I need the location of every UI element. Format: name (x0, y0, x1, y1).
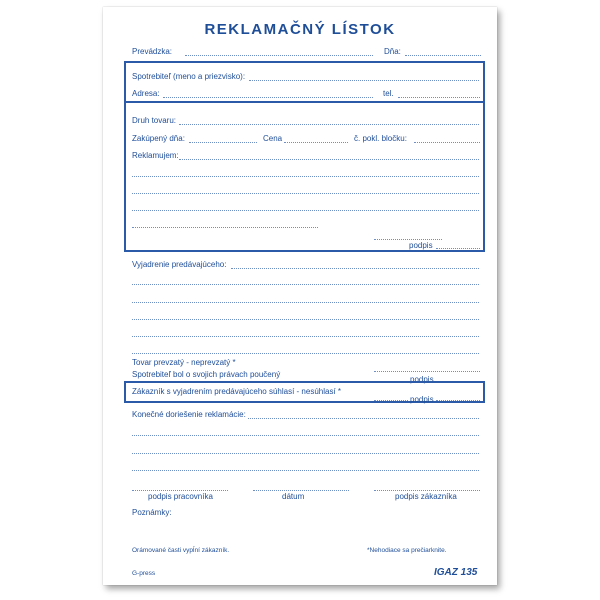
statement-line[interactable] (132, 353, 479, 354)
notes-label: Poznámky: (132, 508, 172, 517)
statement-line[interactable] (132, 336, 479, 337)
customer-signature-label: podpis zákazníka (395, 492, 457, 501)
tel-label: tel. (383, 89, 394, 98)
form-code: IGAZ 135 (434, 567, 478, 578)
day-line[interactable] (405, 55, 481, 56)
goods-type-line[interactable] (179, 124, 479, 125)
resolution-line[interactable] (132, 453, 479, 454)
address-line[interactable] (163, 97, 373, 98)
resolution-line[interactable] (132, 470, 479, 471)
signature-line[interactable] (374, 239, 442, 240)
signature-line[interactable] (374, 371, 480, 372)
signature-label: podpis (410, 395, 434, 404)
signature-label: podpis (409, 241, 433, 250)
day-label: Dňa: (384, 47, 401, 56)
complaint-line[interactable] (132, 210, 479, 211)
asterisk-note: *Nehodiace sa prečiarknite. (367, 547, 447, 554)
complaint-line[interactable] (179, 159, 479, 160)
seller-label: Prevádzka: (132, 47, 173, 56)
signature-label: podpis (410, 375, 434, 384)
seller-statement-label: Vyjadrenie predávajúceho: (132, 260, 227, 269)
complaint-line[interactable] (132, 176, 479, 177)
date-line[interactable] (253, 490, 349, 491)
signature-line[interactable] (436, 400, 480, 401)
price-label: Cena (263, 134, 283, 143)
publisher-label: G-press (132, 570, 156, 577)
signature-line[interactable] (374, 400, 408, 401)
complaint-line[interactable] (132, 193, 479, 194)
goods-taken-label: Tovar prevzatý - neprevzatý * (132, 358, 236, 367)
goods-type-label: Druh tovaru: (132, 116, 177, 125)
statement-line[interactable] (132, 319, 479, 320)
form-title: REKLAMAČNÝ LÍSTOK (204, 21, 396, 38)
framed-note: Orámované časti vypĺní zákazník. (132, 547, 230, 554)
signature-line[interactable] (436, 248, 480, 249)
consumer-informed-label: Spotrebiteľ bol o svojich právach poučený (132, 370, 281, 379)
consumer-label: Spotrebiteľ (meno a priezvisko): (132, 72, 246, 81)
worker-signature-label: podpis pracovníka (148, 492, 213, 501)
worker-signature-line[interactable] (132, 490, 228, 491)
seller-line[interactable] (185, 55, 373, 56)
consumer-line[interactable] (249, 80, 479, 81)
customer-agrees-label: Zákazník s vyjadrením predávajúceho súhlasí - nesúhlasí * (132, 387, 341, 396)
statement-line[interactable] (132, 302, 479, 303)
resolution-line[interactable] (248, 418, 479, 419)
date-label: dátum (282, 492, 305, 501)
bought-on-line[interactable] (189, 142, 257, 143)
address-label: Adresa: (132, 89, 160, 98)
complaint-line[interactable] (132, 227, 318, 228)
tel-line[interactable] (398, 97, 480, 98)
statement-line[interactable] (132, 284, 479, 285)
customer-signature-line[interactable] (374, 490, 480, 491)
receipt-label: č. pokl. bločku: (354, 134, 407, 143)
resolution-line[interactable] (132, 435, 479, 436)
bought-on-label: Zakúpený dňa: (132, 134, 185, 143)
price-line[interactable] (284, 142, 348, 143)
complaint-form-sheet (103, 7, 497, 585)
statement-line[interactable] (231, 268, 479, 269)
final-resolution-label: Konečné doriešenie reklamácie: (132, 410, 246, 419)
receipt-line[interactable] (414, 142, 480, 143)
complaint-label: Reklamujem: (132, 151, 179, 160)
